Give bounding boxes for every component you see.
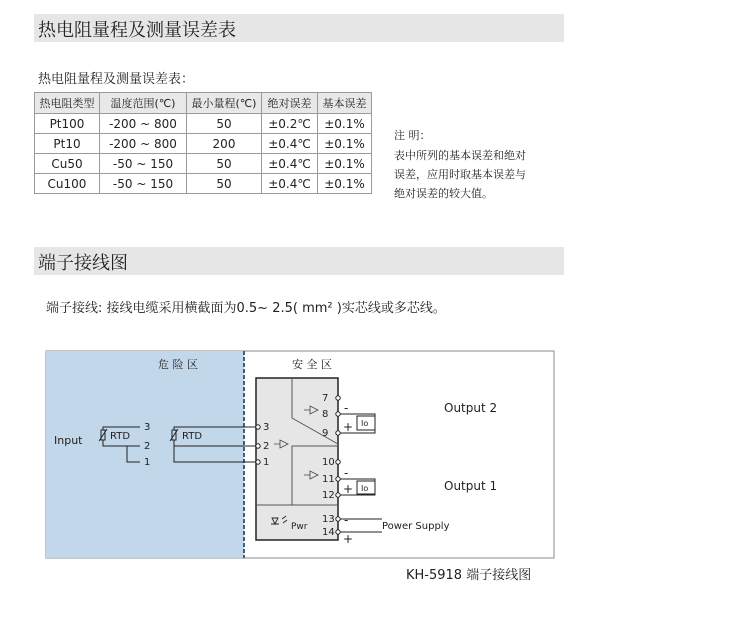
terminal-circle <box>336 530 340 534</box>
right-terminal-label: 12 <box>322 490 335 501</box>
terminal-circle <box>336 396 340 400</box>
table-cell: 200 <box>187 134 262 154</box>
table-cell: ±0.4℃ <box>262 174 318 194</box>
field-terminal-label: 3 <box>144 422 151 433</box>
rtd-label: RTD <box>110 431 131 442</box>
table-cell: Pt100 <box>35 114 100 134</box>
output1-label: Output 1 <box>444 479 498 493</box>
pwr-label: Pwr <box>291 522 308 532</box>
terminal-circle <box>336 477 340 481</box>
right-terminal-label: 11 <box>322 474 335 485</box>
right-terminal-label: 9 <box>322 428 329 439</box>
rtd-label: RTD <box>182 431 203 442</box>
table-cell: ±0.1% <box>318 114 372 134</box>
column-header: 最小量程(℃) <box>187 93 262 114</box>
table-cell: 50 <box>187 154 262 174</box>
module-terminal-label: 1 <box>263 457 270 468</box>
diagram-caption: KH-5918 端子接线图 <box>406 568 532 583</box>
field-terminal-label: 1 <box>144 457 151 468</box>
section-title: 热电阻量程及测量误差表 <box>38 20 236 41</box>
output2-label: Output 2 <box>444 401 498 415</box>
terminal-circle <box>256 444 260 448</box>
minus-sign: - <box>344 513 349 527</box>
safe-area-label: 安 全 区 <box>292 358 332 371</box>
note-line: 绝对误差的较大值。 <box>394 187 493 200</box>
terminal-circle <box>336 412 340 416</box>
hazard-area-label: 危 险 区 <box>158 358 198 371</box>
note-title: 注 明： <box>394 129 431 142</box>
note-line: 误差，应用时取基本误差与 <box>394 168 526 181</box>
table-cell: ±0.1% <box>318 154 372 174</box>
table-cell: 50 <box>187 114 262 134</box>
terminal-circle <box>336 517 340 521</box>
table-cell: ±0.4℃ <box>262 154 318 174</box>
table-cell: -200 ~ 800 <box>100 134 187 154</box>
terminal-circle <box>256 460 260 464</box>
right-terminal-label: 13 <box>322 514 335 525</box>
column-header: 基本误差 <box>318 93 372 114</box>
terminal-circle <box>336 431 340 435</box>
note-line: 表中所列的基本误差和绝对 <box>394 149 526 162</box>
column-header: 温度范围(℃) <box>100 93 187 114</box>
section-title: 端子接线图 <box>38 253 128 274</box>
minus-sign: - <box>344 401 349 415</box>
terminal-circle <box>256 425 260 429</box>
right-terminal-label: 8 <box>322 409 329 420</box>
module-terminal-label: 3 <box>263 422 270 433</box>
table-cell: ±0.1% <box>318 174 372 194</box>
minus-sign: - <box>344 466 349 480</box>
io-label: Io <box>361 419 369 428</box>
right-terminal-label: 14 <box>322 527 335 538</box>
table-cell: -50 ~ 150 <box>100 174 187 194</box>
table-cell: -50 ~ 150 <box>100 154 187 174</box>
column-header: 绝对误差 <box>262 93 318 114</box>
right-terminal-label: 7 <box>322 393 329 404</box>
table-cell: ±0.1% <box>318 134 372 154</box>
column-header: 热电阻类型 <box>35 93 100 114</box>
table-cell: ±0.2℃ <box>262 114 318 134</box>
table-caption: 热电阻量程及测量误差表： <box>38 72 195 87</box>
plus-sign: + <box>343 532 354 546</box>
table-cell: Pt10 <box>35 134 100 154</box>
field-terminal-label: 2 <box>144 441 151 452</box>
terminal-circle <box>336 493 340 497</box>
hazard-area <box>46 351 244 558</box>
module-terminal-label: 2 <box>263 441 270 452</box>
table-cell: -200 ~ 800 <box>100 114 187 134</box>
table-cell: Cu100 <box>35 174 100 194</box>
table-cell: ±0.4℃ <box>262 134 318 154</box>
table-cell: 50 <box>187 174 262 194</box>
right-terminal-label: 10 <box>322 457 335 468</box>
io-label: Io <box>361 484 369 493</box>
table-cell: Cu50 <box>35 154 100 174</box>
plus-sign: + <box>343 482 354 496</box>
terminal-circle <box>336 460 340 464</box>
input-label: Input <box>54 434 83 447</box>
power-supply-label: Power Supply <box>382 521 450 532</box>
plus-sign: + <box>343 420 354 434</box>
wiring-description: 端子接线: 接线电缆采用横截面为0.5~ 2.5( mm² )实芯线或多芯线。 <box>46 301 446 316</box>
